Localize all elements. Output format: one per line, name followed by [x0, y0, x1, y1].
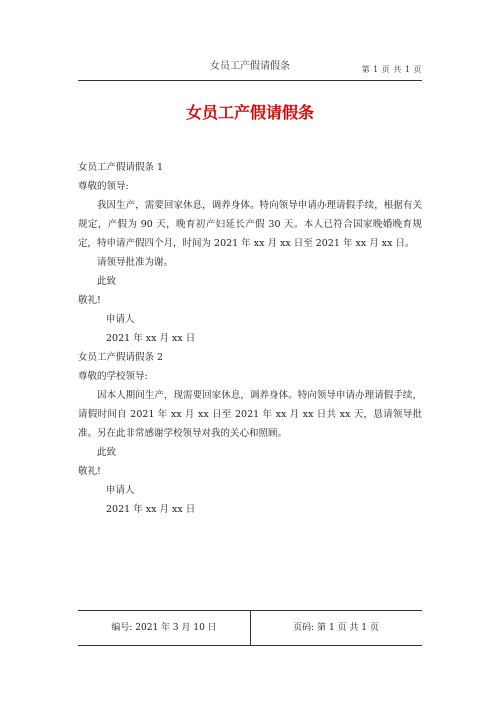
- footer-number-value: 2021 年 3 月 10 日: [135, 623, 217, 633]
- section1-closing-2: 敬礼!: [78, 295, 101, 306]
- section2-salutation: 尊敬的学校领导:: [78, 371, 148, 382]
- header-title: 女员工产假请假条: [210, 61, 290, 72]
- footer-page: [250, 611, 422, 645]
- footer-table: [78, 610, 422, 646]
- document-body: [78, 158, 422, 519]
- section1-salutation: 尊敬的领导:: [78, 181, 129, 192]
- footer-page-label: 页码:: [293, 623, 315, 633]
- section2-closing-1: 此致: [97, 447, 117, 458]
- section2-applicant: 申请人: [106, 485, 135, 496]
- section1-paragraph-2: 请领导批准为谢。: [97, 257, 174, 268]
- section1-date: 2021 年 xx 月 xx 日: [106, 333, 196, 344]
- section1-closing-1: 此致: [97, 276, 117, 287]
- footer-page-value: 第 1 页 共 1 页: [317, 623, 379, 633]
- main-title: 女员工产假请假条: [185, 103, 314, 122]
- section1-paragraph-1: 我因生产，需要回家休息，调养身体。特向领导申请办理请假手续，根据有关规定，产假为 90 天，晚育初产妇延长产假 30 天。本人已符合国家晚婚晚育规定，特申请产假四个月，时间为 2021 年 xx 月 xx 日至 2021 年 xx 月 xx 日。: [78, 200, 422, 249]
- section2-heading: 女员工产假请假条 2: [78, 352, 164, 363]
- footer-number: [78, 611, 250, 645]
- section2-closing-2: 敬礼!: [78, 466, 101, 477]
- footer-number-label: 编号:: [111, 623, 133, 633]
- header-page-info: 第 1 页 共 1 页: [361, 65, 422, 74]
- section1-heading: 女员工产假请假条 1: [78, 162, 164, 173]
- section2-paragraph-1: 因本人期间生产，现需要回家休息，调养身体。特向领导申请办理请假手续，请假时间自 2021 年 xx 月 xx 日至 2021 年 xx 月 xx 日共 xx 天，恳请领导批准。另在此非常感谢学校领导对我的关心和照顾。: [78, 390, 422, 439]
- section2-date: 2021 年 xx 月 xx 日: [106, 504, 196, 515]
- header-divider: [78, 80, 422, 81]
- section1-applicant: 申请人: [106, 314, 135, 325]
